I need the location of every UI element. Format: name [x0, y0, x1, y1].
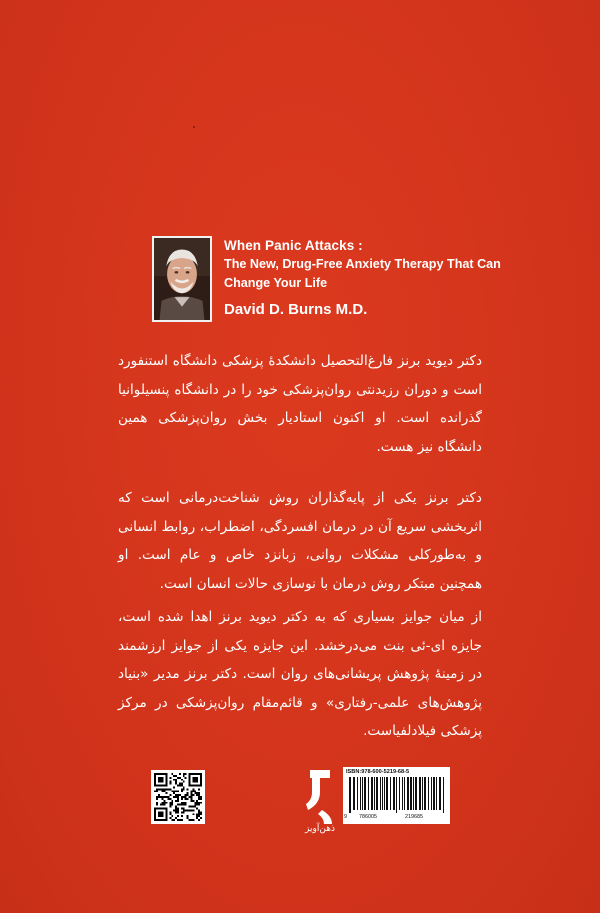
barcode-bars — [349, 777, 445, 813]
bio-paragraph-3: از میان جوایز بسیاری که به دکتر دیوید برنز اهدا شده است، جایزه ای-ئی بنت می‌درخشد. این جایزه یکی از جوایز ارزشمند در زمینهٔ پژوهش پریشانی‌های روان است. دکتر برنز مدیر «بنیاد پژوهش‌های علمی-رفتاری» و قائم‌مقام روان‌پزشکی در مرکز پزشکی فیلادلفیاست. — [118, 609, 482, 739]
author-photo — [152, 236, 212, 322]
barcode-digit-lead: 9 — [344, 814, 347, 820]
isbn-text: ISBN:978-600-5219-68-5 — [346, 769, 410, 775]
publisher-logo — [302, 766, 338, 826]
isbn-barcode — [343, 767, 450, 824]
book-english-title-block — [224, 237, 524, 293]
speck-mark — [193, 126, 195, 128]
barcode-digits-left: 786005 — [359, 814, 377, 820]
qr-code — [151, 770, 205, 824]
book-title: When Panic Attacks : — [224, 238, 363, 253]
bio-paragraph-1: دکتر دیوید برنز فارغ‌التحصیل دانشکدهٔ پزشکی دانشگاه استنفورد است و دوران رزیدنتی روان‌پزشکی خود را در دانشگاه پنسیلوانیا گذرانده است. او اکنون استادیار بخش روان‌پزشکی همین دانشگاه نیز هست. — [118, 353, 482, 455]
barcode-digits-right: 219685 — [405, 814, 423, 820]
publisher-name: ذهن‌آویز — [305, 824, 335, 834]
book-subtitle: The New, Drug-Free Anxiety Therapy That Can Change Your Life — [224, 257, 501, 290]
author-name: David D. Burns M.D. — [224, 301, 368, 318]
bio-paragraph-2: دکتر برنز یکی از پایه‌گذاران روش شناخت‌درمانی است که اثربخشی سریع آن در درمان افسردگی، اضطراب، روابط انسانی و به‌طورکلی مشکلات روانی، زبانزد خاص و عام است. او همچنین مبتکر روش درمان با نوسازی حالات انسان است. — [118, 490, 482, 592]
